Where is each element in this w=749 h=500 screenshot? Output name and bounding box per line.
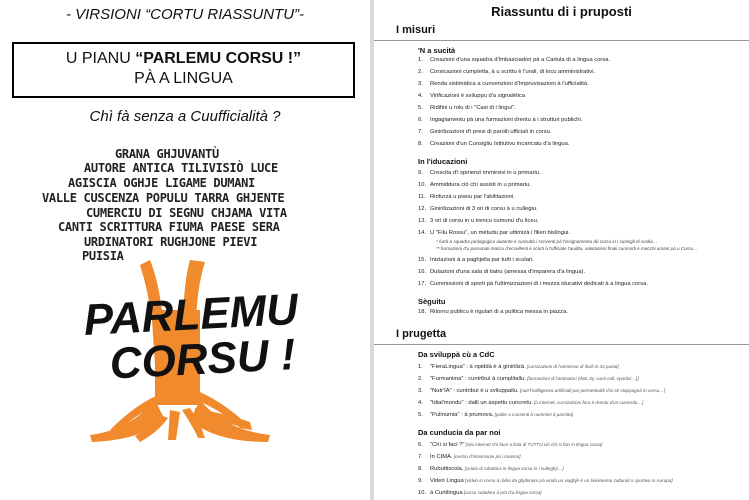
list-item bbox=[418, 141, 738, 148]
plan-title-box bbox=[12, 42, 355, 98]
item-text: à Curtilingua bbox=[430, 490, 463, 496]
item-number: 4. bbox=[418, 400, 423, 406]
item-number: 4. bbox=[418, 93, 423, 99]
item-text: Ammiddura ciò chì assisti in u primariu. bbox=[430, 182, 531, 188]
list-item bbox=[418, 194, 738, 201]
item-note: [centru d'imminsioni pà i mainori] bbox=[452, 454, 521, 459]
item-number: 5. bbox=[418, 105, 423, 111]
tree-word-line3: AGISCIA OGHJE LIGAME DUMANI bbox=[68, 176, 255, 190]
tree-word-line4: VALLE CUSCENZA POPULU TARRA GHJENTE bbox=[42, 191, 285, 205]
tree-word-line7: URDINATORI RUGHJONE PIEVI bbox=[84, 235, 258, 249]
item-text: In CIMA. bbox=[430, 454, 453, 460]
item-text: Iniziazioni à a paghjella par tutti i sculari. bbox=[430, 257, 534, 263]
item-text: Videò Lingua bbox=[430, 478, 464, 484]
tree-illustration bbox=[0, 130, 370, 500]
item-text: Corsicazioni cumpletta, à u scrittu è l'urali, di locu amministrativi. bbox=[430, 69, 596, 75]
item-number: 1. bbox=[418, 364, 423, 370]
item-number: 9. bbox=[418, 478, 423, 484]
plan-title-line2: PÀ A LINGUA bbox=[134, 70, 233, 87]
list-item bbox=[418, 477, 738, 485]
list-item bbox=[418, 69, 738, 76]
item-number: 17. bbox=[418, 281, 427, 287]
list-item bbox=[418, 81, 738, 88]
logo-corsu: CORSU ! bbox=[108, 329, 297, 389]
item-number: 11. bbox=[418, 194, 426, 200]
item-text: "Idial'mondu" : dalli un aspettu cuncretu. bbox=[430, 400, 533, 406]
item-note: [cursu suladera à prò d'a lingua corsa] bbox=[462, 490, 542, 495]
list-item bbox=[418, 257, 738, 264]
list-item bbox=[418, 170, 738, 177]
item-number: 10. bbox=[418, 490, 427, 496]
list-item bbox=[418, 269, 738, 276]
list-note: * furtà a squadra pedagogica aiutante è cunsultà i scriventi pà l'insignamentu dû corsu in i cunsigli di scolla… bbox=[436, 239, 658, 244]
item-text: Creazioni d'un Cunsigliu Istitutivu incaricatu d'a lingua. bbox=[430, 141, 570, 147]
item-note: [ù internet, cursizazioni fora è drentu d'un cumerdu…] bbox=[532, 400, 644, 405]
item-number: 7. bbox=[418, 129, 423, 135]
list-note: ** furmazioni d'u parsunali maccu d'eccellenti è scorti à l'ufficiale l'auditu, valutazioni finali cuncordi e macchi umani pà u Corsu… bbox=[436, 246, 698, 251]
list-item bbox=[418, 375, 738, 383]
item-number: 18. bbox=[418, 309, 427, 315]
list-item bbox=[418, 309, 738, 316]
tree-word-line6: CANTI SCRITTURA FIUMA PAESE SERA bbox=[58, 220, 280, 234]
item-text: Rinfurzà u pianu par l'abilitazioni. bbox=[430, 194, 515, 200]
section-misuri: I misuri bbox=[396, 24, 436, 36]
question-text: Chì fà senza a Cuufficialità ? bbox=[89, 108, 281, 125]
list-item bbox=[418, 218, 738, 225]
list-item bbox=[418, 387, 738, 395]
item-number: 8. bbox=[418, 466, 423, 472]
item-note: [nutr'l'intilligenza artificiali par permettaddi d'ai sè stappagnà in corsu…] bbox=[518, 388, 666, 393]
tree-word-line1: GRANA GHJUVANTÙ bbox=[115, 147, 219, 161]
version-header: - VIRSIONI “CORTU RIASSUNTU”- bbox=[65, 6, 305, 23]
item-number: 12. bbox=[418, 206, 427, 212]
item-number: 6. bbox=[418, 117, 423, 123]
item-number: 2. bbox=[418, 376, 423, 382]
group-cdc-title: Da sviluppà cù a CdC bbox=[418, 350, 495, 359]
item-note: [cursizazioni di l'ummissa di Ilivili in 34 punta] bbox=[525, 364, 619, 369]
item-number: 3. bbox=[418, 81, 423, 87]
list-item bbox=[418, 465, 738, 473]
list-item bbox=[418, 182, 738, 189]
list-item bbox=[418, 230, 738, 237]
item-number: 3. bbox=[418, 388, 423, 394]
list-item bbox=[418, 411, 738, 419]
item-note: [furmazioni di l'animatori (Ifati, Dj, cumi coll, spurtivi…)] bbox=[525, 376, 639, 381]
item-text: "FieraLingua" : à ripiddà è à ginirilizà. bbox=[430, 364, 526, 370]
group-seguitu-title: Sèguitu bbox=[418, 297, 446, 306]
group-sucita-title: 'N a sucità bbox=[418, 46, 456, 55]
list-item bbox=[418, 441, 738, 449]
item-text: Ingagiamentu pà una furmazioni drentu à i strutturi publichi. bbox=[430, 117, 583, 123]
item-text: "Furmanima" : cuntribuì à cumplitallu. bbox=[430, 376, 526, 382]
item-text: Ridifini u rolu di i "Casi di i lingui". bbox=[430, 105, 516, 111]
item-text: "Nutr'IA" : cuntribuì è u sviluppallu. bbox=[430, 388, 519, 394]
list-item bbox=[418, 489, 738, 497]
item-number: 6. bbox=[418, 442, 423, 448]
item-number: 13. bbox=[418, 218, 427, 224]
item-number: 2. bbox=[418, 69, 423, 75]
group-noi-title: Da cunducia da par noi bbox=[418, 428, 501, 437]
group-iducazioni-title: In l'iducazioni bbox=[418, 157, 468, 166]
list-item bbox=[418, 117, 738, 124]
item-number: 9. bbox=[418, 170, 423, 176]
item-text: Virificazioni è sviluppu d'a signalètica bbox=[430, 93, 526, 99]
list-item bbox=[418, 93, 738, 100]
item-text: Creazioni d'una squadra d'Imbasciadori pà a Cartula di a lingua corsa. bbox=[430, 57, 611, 63]
item-note: [situ internet chì face a lista di TUTTU ciò chì si faci in lingua corsa] bbox=[464, 442, 603, 447]
list-item bbox=[418, 129, 738, 136]
list-item bbox=[418, 281, 738, 288]
item-number: 10. bbox=[418, 182, 427, 188]
item-text: Ginirilizazioni d'i presi di parolli ufficiali in corsu. bbox=[430, 129, 552, 135]
item-text: Ritornu publicu è rigulari di a pulitica messa in piazza. bbox=[430, 309, 568, 315]
item-text: 3 ori di corsu in u trencu cumunu d'u liceu. bbox=[430, 218, 539, 224]
item-number: 16. bbox=[418, 269, 427, 275]
tree-word-line5: CUMERCIU DI SEGNU CHJAMA VITA bbox=[86, 206, 287, 220]
list-item bbox=[418, 105, 738, 112]
item-text: "Pulinumia" : à prumova. bbox=[430, 412, 494, 418]
item-note: [sciola di rubottica in lingua corsa in i culleghjì…] bbox=[463, 466, 564, 471]
divider bbox=[374, 344, 749, 345]
item-number: 7. bbox=[418, 454, 423, 460]
item-text: Dutazioni d'una sala di tiatru (amessa d'imparera d'a lingua). bbox=[430, 269, 586, 275]
item-text: Ginirilizazioni di 3 ori di corsu à u cullegiu. bbox=[430, 206, 538, 212]
summary-title: Riassuntu di i pruposti bbox=[491, 4, 632, 19]
plan-title-prefix: U PIANU bbox=[65, 50, 136, 67]
item-text: Crescita d'i spirienzi immirsivi in u primariu. bbox=[430, 170, 541, 176]
list-item bbox=[418, 206, 738, 213]
item-text: Cummissioni di sporti pà l'uttimizzazioni di i mezza iducativi dedicati à a lingua corsa. bbox=[430, 281, 648, 287]
section-prugetta: I prugetta bbox=[396, 328, 447, 340]
item-text: Renda sistimàtica a cunvenzioni d'Impruvisazioni à l'ufficialità. bbox=[430, 81, 589, 87]
list-item bbox=[418, 399, 738, 407]
list-item bbox=[418, 363, 738, 371]
item-text: Rubuttiscola. bbox=[430, 466, 464, 472]
item-note: [pulite a cunsenti à nummini à parcitta] bbox=[493, 412, 574, 417]
item-number: 15. bbox=[418, 257, 427, 263]
left-page bbox=[0, 0, 370, 500]
item-number: 8. bbox=[418, 141, 423, 147]
tree-word-line8: PUISIA bbox=[82, 249, 124, 263]
tree-word-line2: AUTORE ANTICA TILIVISIÒ LUCE bbox=[84, 161, 278, 175]
item-text: U "Filu Rossu", un mètudu par uttimizà i filieri bislingui. bbox=[430, 230, 571, 236]
right-page bbox=[374, 0, 749, 500]
logo-parlemu: PARLEMU bbox=[82, 284, 300, 345]
item-note: [Videò in corsu à ràdia da ghjìlonum pà vinda un viaghjè è un livinimentu culturali o spurtivu in Auropa] bbox=[463, 478, 673, 483]
divider bbox=[374, 40, 749, 41]
plan-title-line1 bbox=[14, 50, 353, 68]
list-item bbox=[418, 453, 738, 461]
item-number: 5. bbox=[418, 412, 423, 418]
item-number: 14. bbox=[418, 230, 427, 236]
item-number: 1. bbox=[418, 57, 423, 63]
plan-title-bold: “PARLEMU CORSU !” bbox=[135, 50, 302, 67]
list-item bbox=[418, 57, 738, 64]
item-text: "Chì si faci ?" bbox=[430, 442, 465, 448]
